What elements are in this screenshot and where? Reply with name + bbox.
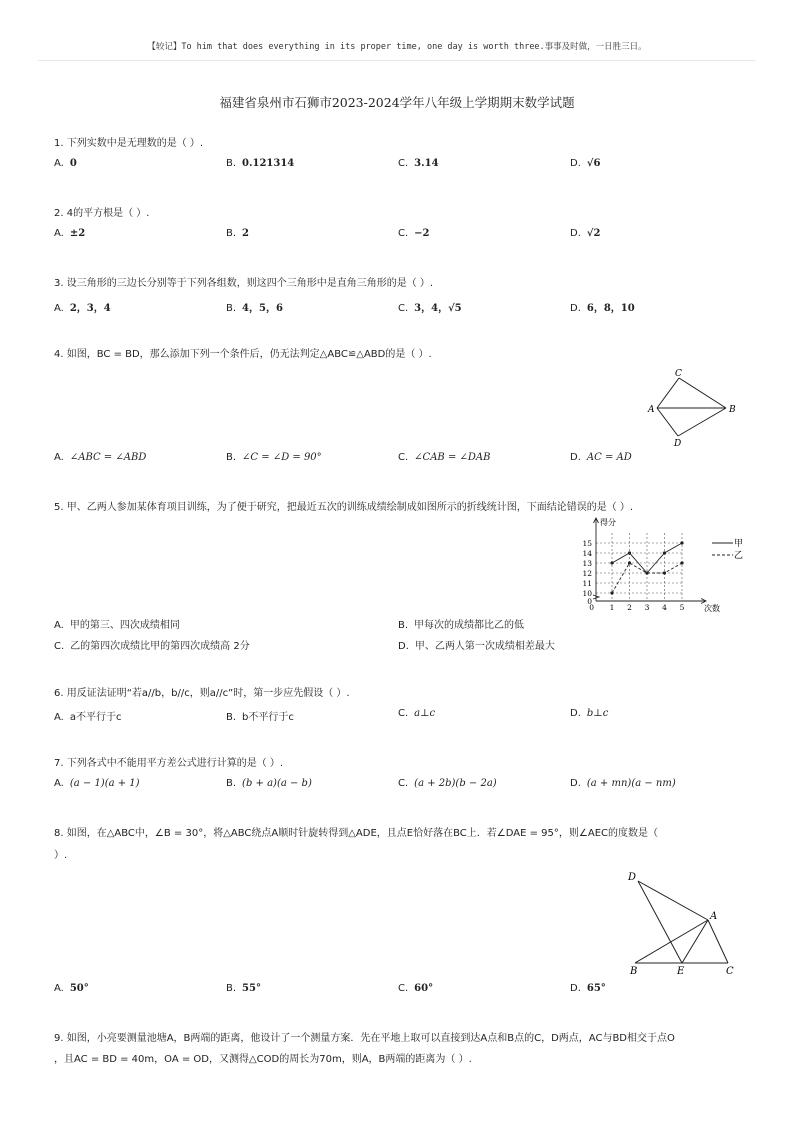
question-8-options bbox=[54, 983, 754, 997]
option-label: C. bbox=[398, 708, 409, 719]
option-text: ∠ABC = ∠ABD bbox=[69, 452, 147, 463]
option-d[interactable] bbox=[570, 778, 676, 789]
option-text: b⊥c bbox=[586, 708, 609, 719]
option-label: A. bbox=[54, 983, 64, 994]
option-d[interactable] bbox=[570, 299, 635, 314]
option-c[interactable] bbox=[398, 299, 462, 314]
question-3-options bbox=[54, 299, 754, 313]
option-text: 2 bbox=[242, 228, 250, 239]
option-label: D. bbox=[570, 452, 581, 463]
header-note: 【较记】To him that does everything in its proper time, one day is worth three.事事及时做，一日胜三日。 bbox=[147, 42, 647, 52]
q5-line-chart bbox=[580, 513, 750, 617]
data-point-2 bbox=[680, 561, 683, 564]
option-b[interactable] bbox=[226, 228, 249, 239]
legend-label-2: 乙 bbox=[734, 551, 744, 561]
question-1-stem: 1. 下列实数中是无理数的是（ ）. bbox=[54, 138, 204, 149]
question-4-options bbox=[54, 452, 754, 466]
segment-cb bbox=[679, 378, 726, 408]
option-a[interactable] bbox=[54, 452, 146, 463]
option-d[interactable] bbox=[398, 637, 555, 652]
option-a[interactable] bbox=[54, 228, 85, 239]
option-label: C. bbox=[398, 452, 409, 463]
segment-ea bbox=[682, 920, 708, 963]
q8-rotation-figure bbox=[622, 866, 747, 976]
option-b[interactable] bbox=[226, 778, 312, 789]
question-8-stem-cont: ）. bbox=[54, 850, 68, 861]
option-text: (a − 1)(a + 1) bbox=[69, 778, 140, 789]
option-label: B. bbox=[226, 983, 237, 994]
question-5-options-row1 bbox=[54, 616, 754, 630]
data-point-1 bbox=[680, 541, 683, 544]
option-text: 3.14 bbox=[414, 158, 439, 169]
option-label: A. bbox=[54, 620, 64, 631]
point-label-e: E bbox=[677, 966, 685, 976]
option-text: (a + 2b)(b − 2a) bbox=[414, 778, 497, 789]
option-text: 2，3，4 bbox=[69, 303, 111, 314]
question-6-options bbox=[54, 708, 754, 722]
option-a[interactable] bbox=[54, 983, 89, 994]
y-tick-label: 13 bbox=[582, 559, 592, 568]
option-label: C. bbox=[398, 303, 409, 314]
option-label: C. bbox=[398, 158, 409, 169]
y-tick-label: 0 bbox=[587, 597, 592, 606]
option-label: C. bbox=[398, 983, 409, 994]
option-d[interactable] bbox=[570, 983, 606, 994]
point-label-d: D bbox=[628, 872, 637, 883]
option-label: A. bbox=[54, 303, 64, 314]
y-tick-label: 14 bbox=[582, 549, 592, 558]
option-text: b不平行于c bbox=[242, 712, 294, 723]
option-c[interactable] bbox=[398, 158, 439, 169]
option-text: 乙的第四次成绩比甲的第四次成绩高 2分 bbox=[70, 641, 250, 652]
x-tick-label: 1 bbox=[609, 603, 615, 612]
x-tick-label: 2 bbox=[627, 603, 632, 612]
option-label: A. bbox=[54, 228, 64, 239]
point-label-a: A bbox=[710, 911, 718, 922]
option-label: C. bbox=[54, 641, 65, 652]
option-text: 甲、乙两人第一次成绩相差最大 bbox=[414, 641, 555, 652]
option-text: 50° bbox=[69, 983, 89, 994]
option-text: 4，5，6 bbox=[242, 303, 283, 314]
option-text: ±2 bbox=[69, 228, 86, 239]
option-a[interactable] bbox=[54, 778, 140, 789]
option-c[interactable] bbox=[398, 778, 497, 789]
x-tick-label: 3 bbox=[644, 603, 650, 612]
option-text: √6 bbox=[586, 158, 601, 169]
option-text: ∠CAB = ∠DAB bbox=[414, 452, 491, 463]
option-b[interactable] bbox=[226, 158, 294, 169]
option-d[interactable] bbox=[570, 228, 600, 239]
option-a[interactable] bbox=[54, 708, 121, 723]
option-text: ∠C = ∠D = 90° bbox=[242, 452, 322, 463]
option-label: A. bbox=[54, 712, 64, 723]
option-c[interactable] bbox=[398, 228, 430, 239]
option-d[interactable] bbox=[570, 158, 600, 169]
segment-db bbox=[678, 408, 726, 436]
option-text: 3，4，√5 bbox=[414, 303, 462, 314]
question-4-stem: 4. 如图，BC = BD，那么添加下列一个条件后，仍无法判定△ABC≌△ABD的是（ ）. bbox=[54, 349, 432, 360]
y-tick-label: 10 bbox=[582, 589, 592, 598]
option-b[interactable] bbox=[398, 616, 524, 631]
option-a[interactable] bbox=[54, 299, 111, 314]
data-point-2 bbox=[610, 591, 613, 594]
option-label: A. bbox=[54, 158, 64, 169]
option-b[interactable] bbox=[226, 983, 261, 994]
option-text: AC = AD bbox=[586, 452, 632, 463]
option-c[interactable] bbox=[398, 452, 490, 463]
option-text: 0.121314 bbox=[242, 158, 295, 169]
question-5-stem: 5. 甲、乙两人参加某体育项目训练，为了便于研究，把最近五次的训练成绩绘制成如图所示的折线统计图，下面结论错误的是（ ）. bbox=[54, 502, 634, 513]
option-text: 0 bbox=[69, 158, 77, 169]
question-9-stem: 9. 如图，小亮要测量池塘A，B两端的距离，他设计了一个测量方案．先在平地上取可以直接到达A点和B点的C，D两点，AC与BD相交于点O bbox=[54, 1033, 675, 1044]
question-7-stem: 7. 下列各式中不能用平方差公式进行计算的是（ ）. bbox=[54, 758, 284, 769]
x-axis-title: 次数 bbox=[704, 604, 720, 613]
option-label: D. bbox=[570, 158, 581, 169]
q4-quadrilateral-figure bbox=[644, 368, 744, 450]
question-6-stem: 6. 用反证法证明“若a//b，b//c，则a//c”时，第一步应先假设（ ）. bbox=[54, 688, 350, 699]
question-7-options bbox=[54, 778, 754, 792]
option-label: B. bbox=[226, 712, 237, 723]
option-text: (b + a)(a − b) bbox=[242, 778, 312, 789]
data-point-1 bbox=[610, 561, 613, 564]
segment-ac bbox=[708, 920, 728, 963]
option-text: √2 bbox=[586, 228, 601, 239]
question-3-stem: 3. 设三角形的三边长分别等于下列各组数，则这四个三角形中是直角三角形的是（ ）. bbox=[54, 278, 434, 289]
option-label: A. bbox=[54, 778, 64, 789]
question-2-stem: 2. 4的平方根是（ ）. bbox=[54, 208, 150, 219]
option-text: 甲的第三、四次成绩相同 bbox=[69, 620, 180, 631]
option-label: D. bbox=[398, 641, 409, 652]
option-b[interactable] bbox=[226, 452, 322, 463]
option-label: B. bbox=[398, 620, 409, 631]
question-9-stem-cont: ，且AC = BD = 40m，OA = OD，又测得△COD的周长为70m，则A，B两端的距离为（ ）. bbox=[54, 1054, 472, 1065]
option-a[interactable] bbox=[54, 158, 77, 169]
option-label: A. bbox=[54, 452, 64, 463]
header-divider bbox=[38, 60, 756, 61]
option-label: D. bbox=[570, 983, 581, 994]
option-b[interactable] bbox=[226, 708, 294, 723]
option-label: C. bbox=[398, 778, 409, 789]
point-label-c: C bbox=[675, 369, 682, 379]
option-text: (a + mn)(a − nm) bbox=[586, 778, 676, 789]
point-label-c: C bbox=[726, 966, 734, 976]
data-point-1 bbox=[628, 551, 631, 554]
data-point-2 bbox=[645, 571, 648, 574]
option-text: 65° bbox=[586, 983, 606, 994]
x-tick-label: 4 bbox=[662, 603, 667, 612]
x-tick-label: 5 bbox=[679, 603, 685, 612]
option-label: C. bbox=[398, 228, 409, 239]
option-d[interactable] bbox=[570, 708, 608, 719]
option-text: −2 bbox=[414, 228, 430, 239]
option-text: 6，8，10 bbox=[586, 303, 635, 314]
legend-label-1: 甲 bbox=[734, 539, 744, 549]
option-text: 甲每次的成绩都比乙的低 bbox=[414, 620, 525, 631]
page-title: 福建省泉州市石狮市2023-2024学年八年级上学期期末数学试题 bbox=[219, 95, 575, 110]
option-label: D. bbox=[570, 228, 581, 239]
question-1-options bbox=[54, 158, 754, 172]
x-tick-label: 0 bbox=[589, 603, 594, 612]
option-b[interactable] bbox=[226, 299, 283, 314]
option-label: D. bbox=[570, 778, 581, 789]
data-point-2 bbox=[663, 571, 666, 574]
data-point-1 bbox=[663, 551, 666, 554]
option-a[interactable] bbox=[54, 616, 180, 631]
option-label: D. bbox=[570, 708, 581, 719]
option-label: D. bbox=[570, 303, 581, 314]
option-label: B. bbox=[226, 778, 237, 789]
question-8-stem: 8. 如图，在△ABC中，∠B = 30°，将△ABC绕点A顺时针旋转得到△ADE，且点E恰好落在BC上．若∠DAE = 95°，则∠AEC的度数是（ bbox=[54, 828, 658, 839]
y-axis-title: 得分 bbox=[600, 518, 616, 527]
segment-ba bbox=[635, 920, 708, 963]
y-tick-label: 15 bbox=[582, 539, 592, 548]
option-d[interactable] bbox=[570, 452, 632, 463]
point-label-a: A bbox=[648, 405, 655, 415]
option-c[interactable] bbox=[54, 637, 250, 652]
point-label-b: B bbox=[729, 405, 736, 415]
option-label: B. bbox=[226, 452, 237, 463]
option-label: B. bbox=[226, 228, 237, 239]
segment-ad bbox=[657, 408, 678, 436]
point-label-d: D bbox=[674, 439, 682, 449]
option-c[interactable] bbox=[398, 983, 433, 994]
option-c[interactable] bbox=[398, 708, 435, 719]
option-text: 55° bbox=[242, 983, 261, 994]
option-text: a不平行于c bbox=[69, 712, 122, 723]
segment-ac bbox=[657, 378, 679, 408]
point-label-b: B bbox=[630, 966, 638, 976]
question-5-options-row2 bbox=[54, 637, 754, 651]
y-tick-label: 12 bbox=[582, 569, 592, 578]
option-label: B. bbox=[226, 303, 237, 314]
data-point-2 bbox=[628, 561, 631, 564]
question-2-options bbox=[54, 228, 754, 242]
y-tick-label: 11 bbox=[582, 579, 592, 588]
option-text: a⊥c bbox=[414, 708, 436, 719]
option-text: 60° bbox=[414, 983, 434, 994]
option-label: B. bbox=[226, 158, 237, 169]
